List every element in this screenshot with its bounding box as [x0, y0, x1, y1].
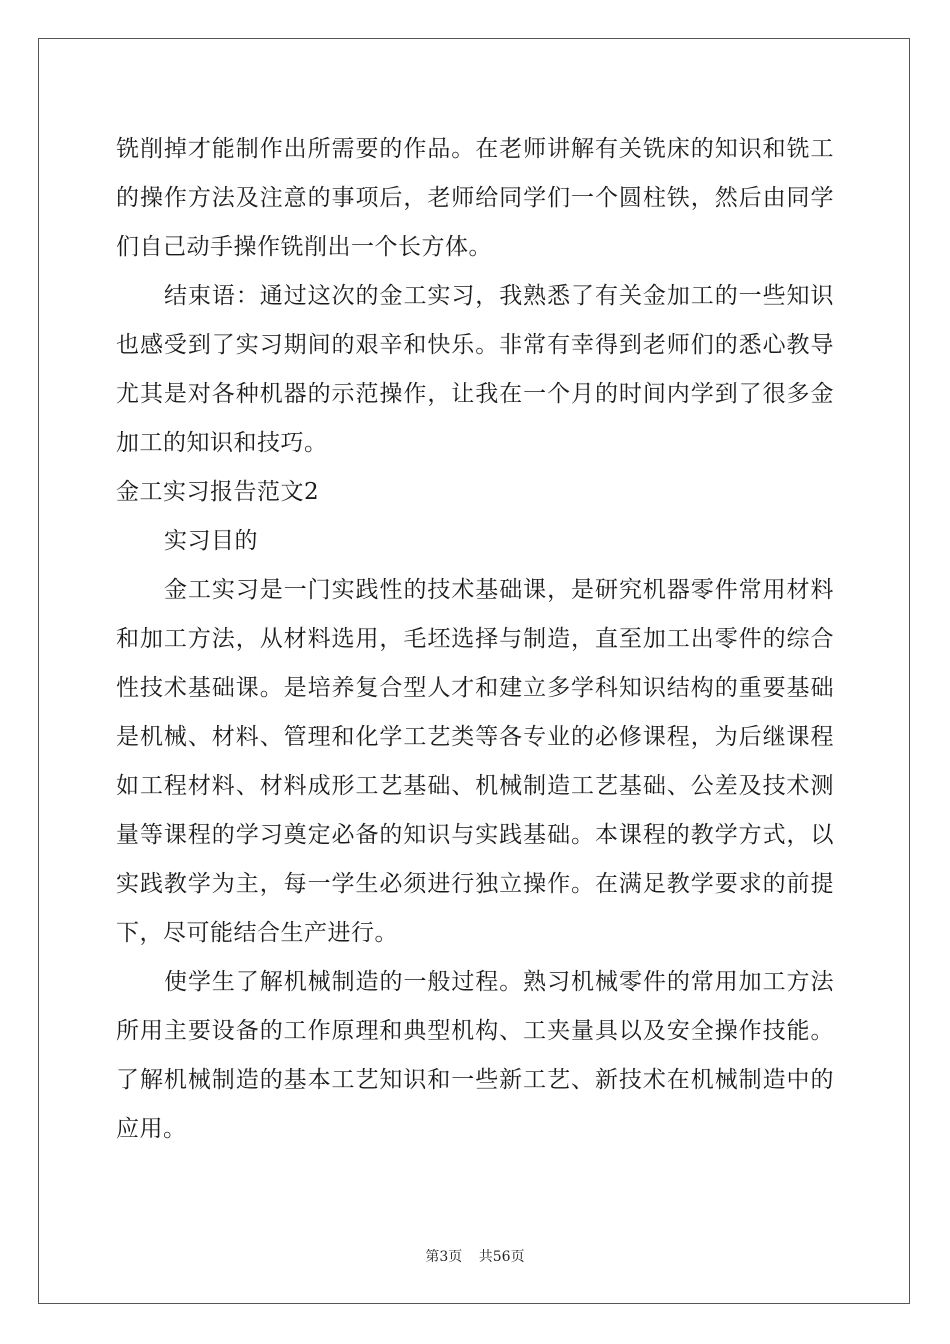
text-line: 性技术基础课。是培养复合型人才和建立多学科知识结构的重要基础 — [116, 675, 834, 701]
text-line: 实践教学为主，每一学生必须进行独立操作。在满足教学要求的前提 — [116, 871, 834, 897]
paragraph — [116, 566, 834, 958]
text-line: 量等课程的学习奠定必备的知识与实践基础。本课程的教学方式，以 — [116, 822, 834, 848]
section-heading — [116, 468, 834, 517]
subheading-text: 实习目的 — [164, 528, 258, 554]
paragraph — [116, 272, 834, 468]
subsection-heading — [116, 517, 834, 566]
text-line: 下，尽可能结合生产进行。 — [116, 920, 398, 946]
text-line: 结束语：通过这次的金工实习，我熟悉了有关金加工的一些知识 — [164, 283, 834, 309]
text-line: 和加工方法，从材料选用，毛坯选择与制造，直至加工出零件的综合 — [116, 626, 834, 652]
text-line: 是机械、材料、管理和化学工艺类等各专业的必修课程，为后继课程 — [116, 724, 834, 750]
text-line: 加工的知识和技巧。 — [116, 430, 328, 456]
text-line: 金工实习是一门实践性的技术基础课，是研究机器零件常用材料 — [164, 577, 834, 603]
text-line: 尤其是对各种机器的示范操作，让我在一个月的时间内学到了很多金 — [116, 381, 834, 407]
text-line: 应用。 — [116, 1116, 187, 1142]
text-line: 铣削掉才能制作出所需要的作品。在老师讲解有关铣床的知识和铣工 — [116, 136, 834, 162]
text-line: 也感受到了实习期间的艰辛和快乐。非常有幸得到老师们的悉心教导 — [116, 332, 834, 358]
paragraph — [116, 125, 834, 272]
text-line: 所用主要设备的工作原理和典型机构、工夹量具以及安全操作技能。 — [116, 1018, 834, 1044]
text-line: 的操作方法及注意的事项后，老师给同学们一个圆柱铁，然后由同学 — [116, 185, 834, 211]
page-total: 共56页 — [478, 1249, 525, 1265]
paragraph — [116, 958, 834, 1154]
page-number: 第3页 — [425, 1249, 463, 1265]
page-footer — [0, 1246, 950, 1266]
heading-text: 金工实习报告范文2 — [116, 479, 320, 505]
text-line: 使学生了解机械制造的一般过程。熟习机械零件的常用加工方法 — [164, 969, 834, 995]
text-line: 们自己动手操作铣削出一个长方体。 — [116, 234, 492, 260]
text-line: 如工程材料、材料成形工艺基础、机械制造工艺基础、公差及技术测 — [116, 773, 834, 799]
text-line: 了解机械制造的基本工艺知识和一些新工艺、新技术在机械制造中的 — [116, 1067, 834, 1093]
document-body — [116, 125, 834, 1154]
